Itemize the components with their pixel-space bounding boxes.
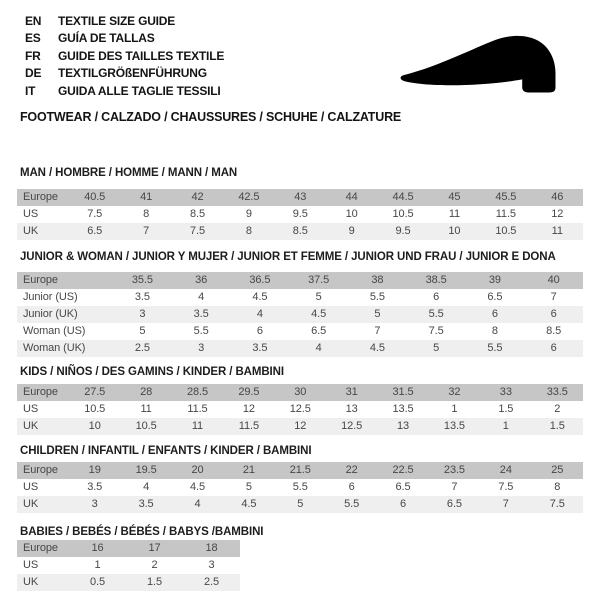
row-label: UK [17, 496, 69, 513]
table-row [17, 496, 583, 513]
size-cell: 11.5 [223, 418, 274, 435]
row-label: US [23, 403, 39, 415]
size-cell: 5.5 [292, 481, 308, 493]
size-cell: 0.5 [69, 574, 126, 591]
row-label: US [23, 559, 39, 571]
size-cell: 10.5 [120, 418, 171, 435]
size-cell: 3.5 [231, 340, 290, 357]
size-cell: 9 [326, 223, 377, 240]
size-cell: 13.5 [429, 418, 480, 435]
size-cell: 18 [183, 540, 240, 557]
size-cell: 8 [143, 208, 150, 220]
size-cell: 16 [69, 540, 126, 557]
size-cell: 32 [429, 384, 480, 401]
size-cell: 1.5 [532, 418, 583, 435]
size-cell: 10 [69, 418, 120, 435]
size-cell: 20 [172, 462, 223, 479]
size-cell: 36.5 [231, 272, 290, 289]
size-cell: 13.5 [392, 403, 414, 415]
size-cell: 11 [172, 418, 223, 435]
table-row [17, 272, 583, 289]
language-title: GUIDA ALLE TAGLIE TESSILI [58, 83, 221, 98]
size-cell: 10 [429, 223, 480, 240]
size-cell: 11.5 [495, 208, 516, 220]
size-cell: 45 [429, 189, 480, 206]
size-cell: 11.5 [187, 403, 208, 415]
row-label: Woman (UK) [17, 340, 113, 357]
size-cell: 13 [377, 418, 428, 435]
row-label: Europe [17, 462, 69, 479]
size-tables [17, 0, 583, 600]
size-cell: 22 [326, 462, 377, 479]
section-title-babies: BABIES / BEBÉS / BÉBÉS / BABYS /BAMBINI [20, 526, 264, 538]
size-cell: 11 [532, 223, 583, 240]
size-cell: 44 [326, 189, 377, 206]
size-cell: 4 [143, 481, 150, 493]
size-cell: 12 [242, 403, 255, 415]
size-cell: 8 [491, 325, 498, 337]
table-row [17, 289, 583, 306]
size-cell: 7.5 [87, 208, 103, 220]
size-cell: 6 [524, 306, 583, 323]
size-cell: 5 [139, 325, 146, 337]
size-cell: 8 [223, 223, 274, 240]
size-cell: 22.5 [377, 462, 428, 479]
size-cell: 45.5 [480, 189, 531, 206]
size-cell: 6.5 [429, 496, 480, 513]
table-row [17, 557, 240, 574]
size-cell: 5 [245, 481, 252, 493]
table-row [17, 306, 583, 323]
size-cell: 12 [551, 208, 564, 220]
size-cell: 42.5 [223, 189, 274, 206]
size-cell: 8 [554, 481, 561, 493]
section-title-man: MAN / HOMBRE / HOMME / MANN / MAN [20, 167, 238, 179]
table-row [17, 340, 583, 357]
language-code: EN [25, 13, 42, 28]
row-label: US [23, 481, 39, 493]
size-cell: 5 [275, 496, 326, 513]
row-label: UK [17, 223, 69, 240]
table-row [17, 384, 583, 401]
size-cell: 11 [448, 208, 461, 220]
size-cell: 24 [480, 462, 531, 479]
size-cell: 12.5 [289, 403, 311, 415]
size-cell: 4 [231, 306, 290, 323]
size-cell: 44.5 [377, 189, 428, 206]
size-cell: 43 [275, 189, 326, 206]
language-code: FR [25, 48, 41, 63]
language-code: IT [25, 83, 36, 98]
size-cell: 7.5 [172, 223, 223, 240]
row-label: Europe [17, 272, 113, 289]
size-cell: 37.5 [289, 272, 348, 289]
size-cell: 6 [433, 291, 440, 303]
table-row [17, 574, 240, 591]
row-label: US [23, 208, 39, 220]
size-cell: 36 [172, 272, 231, 289]
size-cell: 13 [345, 403, 358, 415]
size-cell: 17 [126, 540, 183, 557]
size-cell: 35.5 [113, 272, 172, 289]
size-cell: 19.5 [120, 462, 171, 479]
size-cell: 6 [348, 481, 355, 493]
size-cell: 8.5 [546, 325, 562, 337]
table-row [17, 323, 583, 340]
size-cell: 31 [326, 384, 377, 401]
size-cell: 19 [69, 462, 120, 479]
row-label: UK [17, 418, 69, 435]
size-cell: 6 [377, 496, 428, 513]
size-cell: 39 [466, 272, 525, 289]
size-cell: 9 [245, 208, 252, 220]
size-cell: 6.5 [69, 223, 120, 240]
language-title: GUÍA DE TALLAS [58, 31, 155, 46]
row-label: Europe [17, 384, 69, 401]
language-title: TEXTILE SIZE GUIDE [58, 13, 176, 28]
size-cell: 29.5 [223, 384, 274, 401]
size-cell: 7 [374, 325, 381, 337]
size-table-junior-woman [17, 272, 583, 357]
size-cell: 1 [94, 559, 101, 571]
language-code: ES [25, 31, 41, 46]
size-cell: 27.5 [69, 384, 120, 401]
table-row [17, 418, 583, 435]
size-cell: 5 [315, 291, 322, 303]
table-row [17, 540, 240, 557]
size-cell: 25 [532, 462, 583, 479]
table-row [17, 189, 583, 206]
size-cell: 7 [451, 481, 458, 493]
size-cell: 33.5 [532, 384, 583, 401]
section-title-junior-woman: JUNIOR & WOMAN / JUNIOR Y MUJER / JUNIOR ET FEMME / JUNIOR UND FRAU / JUNIOR E DONA [20, 251, 556, 263]
size-cell: 5.5 [466, 340, 525, 357]
size-cell: 1.5 [126, 574, 183, 591]
size-cell: 5.5 [369, 291, 385, 303]
size-cell: 3.5 [134, 291, 150, 303]
size-cell: 4 [289, 340, 348, 357]
size-cell: 4.5 [189, 481, 205, 493]
size-cell: 6 [524, 340, 583, 357]
size-cell: 10 [345, 208, 358, 220]
size-cell: 41 [120, 189, 171, 206]
row-label: UK [17, 574, 69, 591]
size-table-children [17, 462, 583, 513]
size-cell: 8.5 [275, 223, 326, 240]
size-cell: 12 [275, 418, 326, 435]
size-table-kids [17, 384, 583, 435]
size-cell: 2.5 [113, 340, 172, 357]
size-cell: 4.5 [289, 306, 348, 323]
size-cell: 7.5 [498, 481, 514, 493]
size-cell: 5.5 [326, 496, 377, 513]
size-cell: 9.5 [377, 223, 428, 240]
size-cell: 3.5 [87, 481, 103, 493]
size-cell: 33 [480, 384, 531, 401]
row-label: Europe [17, 189, 69, 206]
size-cell: 31.5 [377, 384, 428, 401]
table-row [17, 223, 583, 240]
table-row [17, 401, 583, 418]
size-cell: 4 [198, 291, 205, 303]
size-cell: 2 [554, 403, 561, 415]
size-cell: 38.5 [407, 272, 466, 289]
size-cell: 42 [172, 189, 223, 206]
size-cell: 8.5 [189, 208, 205, 220]
size-cell: 2.5 [183, 574, 240, 591]
size-cell: 21.5 [275, 462, 326, 479]
size-cell: 23.5 [429, 462, 480, 479]
size-cell: 3 [69, 496, 120, 513]
size-table-man [17, 189, 583, 240]
size-cell: 10.5 [480, 223, 531, 240]
size-cell: 9.5 [292, 208, 308, 220]
size-cell: 4 [172, 496, 223, 513]
size-cell: 6.5 [311, 325, 327, 337]
size-cell: 3.5 [120, 496, 171, 513]
size-cell: 1.5 [498, 403, 514, 415]
size-cell: 7 [550, 291, 557, 303]
size-cell: 5.5 [407, 306, 466, 323]
size-cell: 30 [275, 384, 326, 401]
table-row [17, 462, 583, 479]
size-cell: 5 [407, 340, 466, 357]
language-title: TEXTILGRÖßENFÜHRUNG [58, 66, 207, 81]
size-cell: 7 [120, 223, 171, 240]
size-cell: 7.5 [428, 325, 444, 337]
row-label: Woman (US) [23, 325, 86, 337]
size-cell: 46 [532, 189, 583, 206]
language-code: DE [25, 66, 42, 81]
size-cell: 40 [524, 272, 583, 289]
row-label: Junior (UK) [17, 306, 113, 323]
section-title-kids: KIDS / NIÑOS / DES GAMINS / KINDER / BAMBINI [20, 366, 284, 378]
size-table-babies [17, 540, 240, 591]
size-cell: 2 [151, 559, 158, 571]
size-cell: 4.5 [348, 340, 407, 357]
section-title-children: CHILDREN / INFANTIL / ENFANTS / KINDER / BAMBINI [20, 445, 312, 457]
size-cell: 3 [172, 340, 231, 357]
size-cell: 4.5 [223, 496, 274, 513]
size-cell: 4.5 [252, 291, 268, 303]
row-label: Europe [17, 540, 69, 557]
row-label: Junior (US) [23, 291, 78, 303]
size-cell: 38 [348, 272, 407, 289]
size-cell: 7.5 [532, 496, 583, 513]
size-cell: 7 [480, 496, 531, 513]
size-cell: 5.5 [193, 325, 209, 337]
size-cell: 11 [140, 403, 152, 415]
size-cell: 28 [120, 384, 171, 401]
size-cell: 28.5 [172, 384, 223, 401]
size-cell: 6 [256, 325, 263, 337]
size-cell: 1 [480, 418, 531, 435]
language-title: GUIDE DES TAILLES TEXTILE [58, 48, 225, 63]
size-cell: 5 [348, 306, 407, 323]
size-cell: 10.5 [84, 403, 106, 415]
size-cell: 6 [466, 306, 525, 323]
table-row [17, 479, 583, 496]
table-row [17, 206, 583, 223]
size-cell: 6.5 [487, 291, 503, 303]
size-cell: 3.5 [172, 306, 231, 323]
size-cell: 21 [223, 462, 274, 479]
size-cell: 3 [113, 306, 172, 323]
size-cell: 1 [451, 403, 458, 415]
category-title: FOOTWEAR / CALZADO / CHAUSSURES / SCHUHE / CALZATURE [20, 110, 402, 124]
size-cell: 6.5 [395, 481, 411, 493]
size-cell: 12.5 [326, 418, 377, 435]
size-cell: 10.5 [392, 208, 414, 220]
size-cell: 3 [208, 559, 215, 571]
size-cell: 40.5 [69, 189, 120, 206]
